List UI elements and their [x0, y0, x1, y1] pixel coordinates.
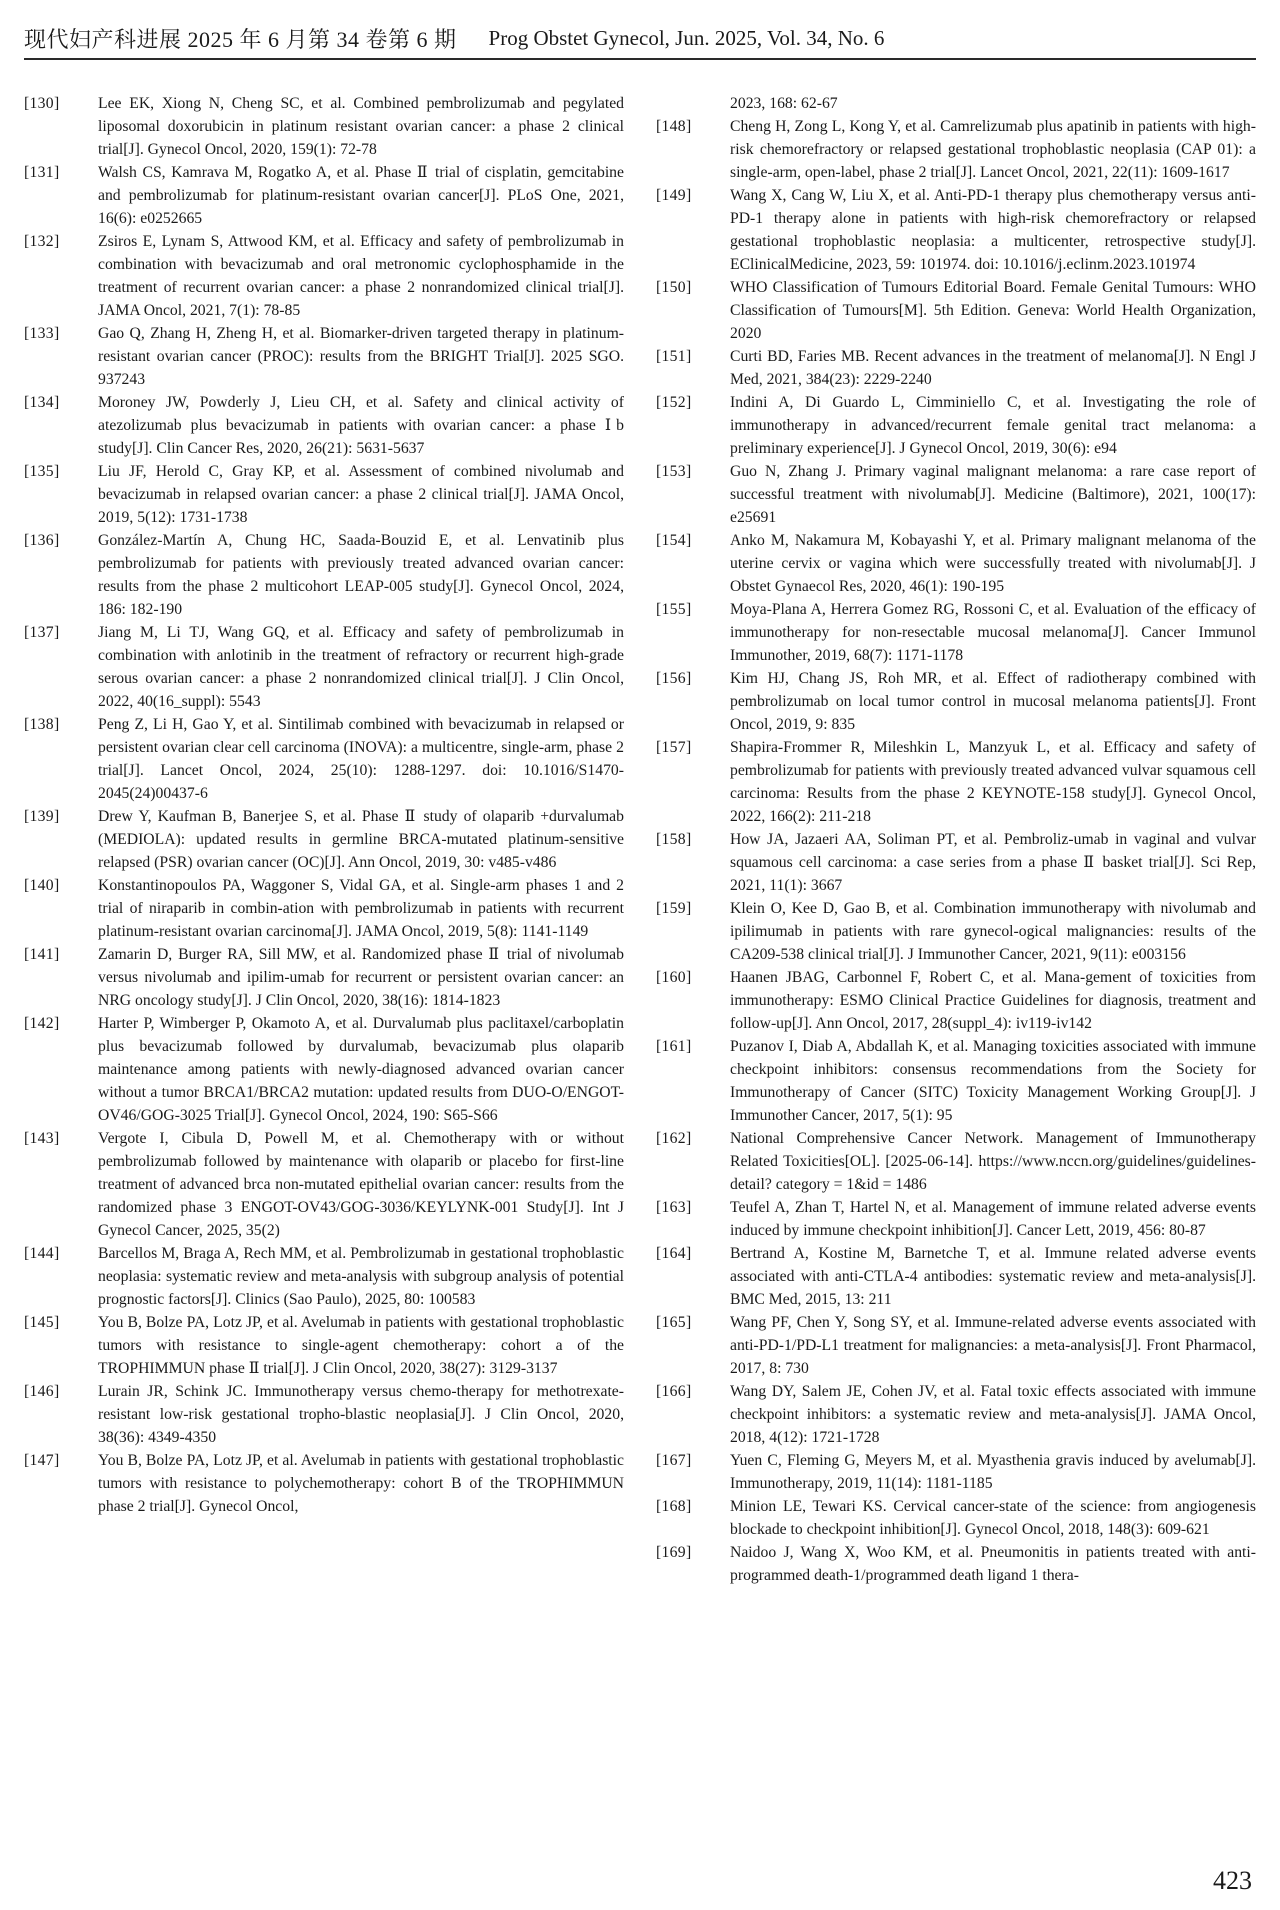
reference-number: [154] [656, 532, 692, 549]
reference-number: [131] [24, 164, 60, 181]
reference-entry [656, 460, 1256, 529]
reference-number: [157] [656, 739, 692, 756]
reference-text: You B, Bolze PA, Lotz JP, et al. Avelumab in patients with gestational trophoblastic tumors with resistance to single-agent chemotherapy: cohort a of the TROPHIMMUN phase Ⅱ trial[J]. J Clin Oncol, 2020, 38(27): 3129-3137 [98, 1314, 624, 1377]
reference-text: Teufel A, Zhan T, Hartel N, et al. Management of immune related adverse events induced by immune checkpoint inhibition[J]. Cancer Lett, 2019, 456: 80-87 [730, 1199, 1256, 1239]
reference-number: [142] [24, 1015, 60, 1032]
reference-text: Kim HJ, Chang JS, Roh MR, et al. Effect of radiotherapy combined with pembrolizumab on local tumor control in mucosal melanoma patients[J]. Front Oncol, 2019, 9: 835 [730, 670, 1256, 733]
reference-number: [130] [24, 95, 60, 112]
reference-entry [24, 1380, 624, 1449]
reference-number: [141] [24, 946, 60, 963]
reference-entry [24, 1311, 624, 1380]
reference-number: [135] [24, 463, 60, 480]
reference-number: [134] [24, 394, 60, 411]
reference-text: Drew Y, Kaufman B, Banerjee S, et al. Phase Ⅱ study of olaparib +durvalumab (MEDIOLA): updated results in germline BRCA-mutated platinum-sensitive relapsed (PSR) ovarian cancer (OC)[J]. Ann Oncol, 2019, 30: v485-v486 [98, 808, 624, 871]
journal-title-cn: 现代妇产科进展 2025 年 6 月第 34 卷第 6 期 [24, 26, 457, 52]
reference-number: [144] [24, 1245, 60, 1262]
reference-column-left [24, 92, 624, 1518]
reference-text: Wang DY, Salem JE, Cohen JV, et al. Fatal toxic effects associated with immune checkpoint inhibitors: a systematic review and meta-analysis[J]. JAMA Oncol, 2018, 4(12): 1721-1728 [730, 1383, 1256, 1446]
reference-entry [24, 92, 624, 161]
reference-entry [24, 713, 624, 805]
reference-number: [140] [24, 877, 60, 894]
reference-entry [656, 966, 1256, 1035]
reference-entry [656, 345, 1256, 391]
reference-entry [24, 621, 624, 713]
reference-text: Moya-Plana A, Herrera Gomez RG, Rossoni C, et al. Evaluation of the efficacy of immunotherapy for non-resectable mucosal melanoma[J]. Cancer Immunol Immunother, 2019, 68(7): 1171-1178 [730, 601, 1256, 664]
reference-text: Peng Z, Li H, Gao Y, et al. Sintilimab combined with bevacizumab in relapsed or persistent ovarian clear cell carcinoma (INOVA): a multicentre, single-arm, phase 2 trial[J]. Lancet Oncol, 2024, 25(10): 1288-1297. doi: 10.1016/S1470-2045(24)00437-6 [98, 716, 624, 802]
reference-text: Naidoo J, Wang X, Woo KM, et al. Pneumonitis in patients treated with anti-programmed death-1/programmed death ligand 1 thera- [730, 1544, 1256, 1584]
reference-text: Zsiros E, Lynam S, Attwood KM, et al. Efficacy and safety of pembrolizumab in combination with bevacizumab and oral metronomic cyclophosphamide in the treatment of recurrent ovarian cancer: a phase 2 nonrandomized clinical trial[J]. JAMA Oncol, 2021, 7(1): 78-85 [98, 233, 624, 319]
reference-entry [24, 161, 624, 230]
reference-number: [133] [24, 325, 60, 342]
reference-number: [150] [656, 279, 692, 296]
reference-number: [163] [656, 1199, 692, 1216]
reference-text: Barcellos M, Braga A, Rech MM, et al. Pembrolizumab in gestational trophoblastic neoplasia: systematic review and meta-analysis with subgroup analysis of potential prognostic factors[J]. Clinics (Sao Paulo), 2025, 80: 100583 [98, 1245, 624, 1308]
reference-text: Shapira-Frommer R, Mileshkin L, Manzyuk L, et al. Efficacy and safety of pembrolizumab for patients with previously treated advanced vulvar squamous cell carcinoma: Results from the phase 2 KEYNOTE-158 study[J]. Gynecol Oncol, 2022, 166(2): 211-218 [730, 739, 1256, 825]
reference-entry [656, 115, 1256, 184]
reference-text: Walsh CS, Kamrava M, Rogatko A, et al. Phase Ⅱ trial of cisplatin, gemcitabine and pembrolizumab for platinum-resistant ovarian cancer[J]. PLoS One, 2021, 16(6): e0252665 [98, 164, 624, 227]
reference-entry [24, 529, 624, 621]
reference-entry [656, 1449, 1256, 1495]
reference-entry [656, 1127, 1256, 1196]
reference-entry [24, 1449, 624, 1518]
reference-text: Moroney JW, Powderly J, Lieu CH, et al. Safety and clinical activity of atezolizumab plus bevacizumab in patients with ovarian cancer: a phase Ⅰb study[J]. Clin Cancer Res, 2020, 26(21): 5631-5637 [98, 394, 624, 457]
reference-number: [136] [24, 532, 60, 549]
reference-text: 2023, 168: 62-67 [730, 95, 838, 112]
reference-entry [24, 322, 624, 391]
reference-number: [152] [656, 394, 692, 411]
reference-entry [24, 230, 624, 322]
reference-text: Jiang M, Li TJ, Wang GQ, et al. Efficacy and safety of pembrolizumab in combination with anlotinib in the treatment of refractory or recurrent high-grade serous ovarian cancer: a phase 2 nonrandomized clinical trial[J]. J Clin Oncol, 2022, 40(16_suppl): 5543 [98, 624, 624, 710]
reference-text: WHO Classification of Tumours Editorial Board. Female Genital Tumours: WHO Classification of Tumours[M]. 5th Edition. Geneva: World Health Organization, 2020 [730, 279, 1256, 342]
reference-number: [145] [24, 1314, 60, 1331]
reference-entry [656, 736, 1256, 828]
reference-entry [656, 1495, 1256, 1541]
reference-text: Liu JF, Herold C, Gray KP, et al. Assessment of combined nivolumab and bevacizumab in relapsed ovarian cancer: a phase 2 clinical trial[J]. JAMA Oncol, 2019, 5(12): 1731-1738 [98, 463, 624, 526]
reference-number: [162] [656, 1130, 692, 1147]
reference-number: [155] [656, 601, 692, 618]
reference-number: [132] [24, 233, 60, 250]
reference-entry [24, 391, 624, 460]
reference-column-right [656, 92, 1256, 1587]
reference-number: [165] [656, 1314, 692, 1331]
reference-number: [160] [656, 969, 692, 986]
page-number: 423 [1213, 1866, 1252, 1895]
reference-number: [139] [24, 808, 60, 825]
reference-entry [24, 805, 624, 874]
reference-text: Lee EK, Xiong N, Cheng SC, et al. Combined pembrolizumab and pegylated liposomal doxorubicin in platinum resistant ovarian cancer: a phase 2 clinical trial[J]. Gynecol Oncol, 2020, 159(1): 72-78 [98, 95, 624, 158]
reference-number: [156] [656, 670, 692, 687]
reference-number: [161] [656, 1038, 692, 1055]
reference-text: Konstantinopoulos PA, Waggoner S, Vidal GA, et al. Single-arm phases 1 and 2 trial of niraparib in combin-ation with pembrolizumab in patients with recurrent platinum-resistant ovarian carcinoma[J]. JAMA Oncol, 2019, 5(8): 1141-1149 [98, 877, 624, 940]
reference-number: [169] [656, 1544, 692, 1561]
reference-entry [656, 184, 1256, 276]
reference-text: Yuen C, Fleming G, Meyers M, et al. Myasthenia gravis induced by avelumab[J]. Immunotherapy, 2019, 11(14): 1181-1185 [730, 1452, 1256, 1492]
reference-entry [656, 1311, 1256, 1380]
reference-entry [24, 460, 624, 529]
reference-text: Indini A, Di Guardo L, Cimminiello C, et al. Investigating the role of immunotherapy in advanced/recurrent female genital tract melanoma: a preliminary experience[J]. J Gynecol Oncol, 2019, 30(6): e94 [730, 394, 1256, 457]
reference-number: [167] [656, 1452, 692, 1469]
reference-entry [656, 598, 1256, 667]
reference-text: Klein O, Kee D, Gao B, et al. Combination immunotherapy with nivolumab and ipilimumab in patients with rare gynecol-ogical malignancies: results of the CA209-538 clinical trial[J]. J Immunother Cancer, 2021, 9(11): e003156 [730, 900, 1256, 963]
reference-number: [146] [24, 1383, 60, 1400]
reference-text: Puzanov I, Diab A, Abdallah K, et al. Managing toxicities associated with immune checkpoint inhibitors: consensus recommendations from the Society for Immunotherapy of Cancer (SITC) Toxicity Management Working Group[J]. J Immunother Cancer, 2017, 5(1): 95 [730, 1038, 1256, 1124]
reference-number: [137] [24, 624, 60, 641]
reference-text: Guo N, Zhang J. Primary vaginal malignant melanoma: a rare case report of successful treatment with nivolumab[J]. Medicine (Baltimore), 2021, 100(17): e25691 [730, 463, 1256, 526]
reference-entry [24, 943, 624, 1012]
reference-text: How JA, Jazaeri AA, Soliman PT, et al. Pembroliz-umab in vaginal and vulvar squamous cell carcinoma: a case series from a phase Ⅱ basket trial[J]. Sci Rep, 2021, 11(1): 3667 [730, 831, 1256, 894]
reference-entry [24, 1127, 624, 1242]
reference-number: [158] [656, 831, 692, 848]
reference-entry [656, 1242, 1256, 1311]
reference-number: [164] [656, 1245, 692, 1262]
reference-number: [168] [656, 1498, 692, 1515]
reference-text: Harter P, Wimberger P, Okamoto A, et al. Durvalumab plus paclitaxel/carboplatin plus bevacizumab followed by durvalumab, bevacizumab plus olaparib maintenance among patients with newly-diagnosed advanced ovarian cancer without a tumor BRCA1/BRCA2 mutation: updated results from DUO-O/ENGOT-OV46/GOG-3025 Trial[J]. Gynecol Oncol, 2024, 190: S65-S66 [98, 1015, 624, 1124]
reference-entry [656, 667, 1256, 736]
reference-number: [143] [24, 1130, 60, 1147]
reference-entry [656, 1196, 1256, 1242]
reference-entry [656, 391, 1256, 460]
reference-entry [656, 1541, 1256, 1587]
running-header [24, 18, 1256, 60]
reference-entry [656, 1380, 1256, 1449]
reference-number: [153] [656, 463, 692, 480]
reference-number: [147] [24, 1452, 60, 1469]
reference-text: Bertrand A, Kostine M, Barnetche T, et al. Immune related adverse events associated with anti-CTLA-4 antibodies: systematic review and meta-analysis[J]. BMC Med, 2015, 13: 211 [730, 1245, 1256, 1308]
reference-number: [148] [656, 118, 692, 135]
reference-number: [151] [656, 348, 692, 365]
reference-entry [24, 1012, 624, 1127]
reference-number: [138] [24, 716, 60, 733]
reference-text: Vergote I, Cibula D, Powell M, et al. Chemotherapy with or without pembrolizumab followed by maintenance with olaparib or placebo for first-line treatment of advanced brca non-mutated epithelial ovarian cancer: results from the randomized phase 3 ENGOT-OV43/GOG-3036/KEYLYNK-001 Study[J]. Int J Gynecol Cancer, 2025, 35(2) [98, 1130, 624, 1239]
reference-entry [656, 897, 1256, 966]
reference-text: Anko M, Nakamura M, Kobayashi Y, et al. Primary malignant melanoma of the uterine cervix or vagina which were successfully treated with nivolumab[J]. J Obstet Gynaecol Res, 2020, 46(1): 190-195 [730, 532, 1256, 595]
reference-entry [656, 1035, 1256, 1127]
reference-entry [24, 874, 624, 943]
reference-text: Cheng H, Zong L, Kong Y, et al. Camrelizumab plus apatinib in patients with high-risk chemorefractory or relapsed gestational trophoblastic neoplasia (CAP 01): a single-arm, open-label, phase 2 trial[J]. Lancet Oncol, 2021, 22(11): 1609-1617 [730, 118, 1256, 181]
reference-entry [656, 828, 1256, 897]
reference-text: Minion LE, Tewari KS. Cervical cancer-state of the science: from angiogenesis blockade to checkpoint inhibition[J]. Gynecol Oncol, 2018, 148(3): 609-621 [730, 1498, 1256, 1538]
reference-number: [159] [656, 900, 692, 917]
reference-text: Wang X, Cang W, Liu X, et al. Anti-PD-1 therapy plus chemotherapy versus anti-PD-1 therapy alone in patients with high-risk chemorefractory or relapsed gestational trophoblastic neoplasia: a multicenter, retrospective study[J]. EClinicalMedicine, 2023, 59: 101974. doi: 10.1016/j.eclinm.2023.101974 [730, 187, 1256, 273]
journal-title-en: Prog Obstet Gynecol, Jun. 2025, Vol. 34, No. 6 [488, 25, 885, 50]
reference-entry [656, 276, 1256, 345]
reference-text: You B, Bolze PA, Lotz JP, et al. Avelumab in patients with gestational trophoblastic tumors with resistance to polychemotherapy: cohort B of the TROPHIMMUN phase 2 trial[J]. Gynecol Oncol, [98, 1452, 624, 1515]
reference-text: Zamarin D, Burger RA, Sill MW, et al. Randomized phase Ⅱ trial of nivolumab versus nivolumab and ipilim-umab for recurrent or persistent ovarian cancer: an NRG oncology study[J]. J Clin Oncol, 2020, 38(16): 1814-1823 [98, 946, 624, 1009]
reference-continuation [656, 92, 1256, 115]
reference-number: [149] [656, 187, 692, 204]
reference-number: [166] [656, 1383, 692, 1400]
reference-text: National Comprehensive Cancer Network. Management of Immunotherapy Related Toxicities[OL]. [2025-06-14]. https://www.nccn.org/guidelines/guidelines-detail? category = 1&id = 1486 [730, 1130, 1256, 1193]
reference-text: Curti BD, Faries MB. Recent advances in the treatment of melanoma[J]. N Engl J Med, 2021, 384(23): 2229-2240 [730, 348, 1256, 388]
reference-text: Lurain JR, Schink JC. Immunotherapy versus chemo-therapy for methotrexate-resistant low-risk gestational tropho-blastic neoplasia[J]. J Clin Oncol, 2020, 38(36): 4349-4350 [98, 1383, 624, 1446]
reference-entry [24, 1242, 624, 1311]
reference-text: Gao Q, Zhang H, Zheng H, et al. Biomarker-driven targeted therapy in platinum-resistant ovarian cancer (PROC): results from the BRIGHT Trial[J]. 2025 SGO. 937243 [98, 325, 624, 388]
reference-text: González-Martín A, Chung HC, Saada-Bouzid E, et al. Lenvatinib plus pembrolizumab for patients with previously treated advanced ovarian cancer: results from the phase 2 multicohort LEAP-005 study[J]. Gynecol Oncol, 2024, 186: 182-190 [98, 532, 624, 618]
reference-text: Haanen JBAG, Carbonnel F, Robert C, et al. Mana-gement of toxicities from immunotherapy: ESMO Clinical Practice Guidelines for diagnosis, treatment and follow-up[J]. Ann Oncol, 2017, 28(suppl_4): iv119-iv142 [730, 969, 1256, 1032]
reference-text: Wang PF, Chen Y, Song SY, et al. Immune-related adverse events associated with anti-PD-1/PD-L1 treatment for malignancies: a meta-analysis[J]. Front Pharmacol, 2017, 8: 730 [730, 1314, 1256, 1377]
reference-entry [656, 529, 1256, 598]
